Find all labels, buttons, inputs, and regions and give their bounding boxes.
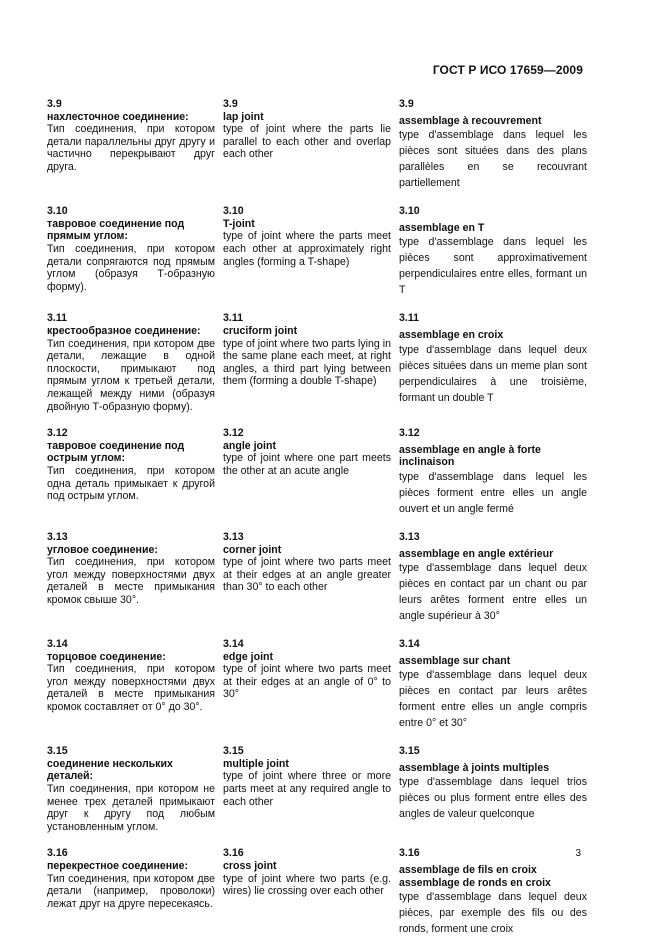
term-entry-3-12 (47, 427, 587, 517)
term-title: cross joint (223, 860, 277, 873)
term-title: тавровое соединение под острым углом: (47, 439, 185, 465)
term-definition: Тип соединения, при котором детали параллельны друг другу и частично перекрывают друг друга. (47, 123, 215, 173)
term-title: assemblage en croix (399, 328, 504, 341)
term-title: T-joint (223, 217, 255, 230)
entry-number: 3.13 (223, 530, 244, 543)
term-title: assemblage à joints multiples (399, 761, 550, 774)
entry-number: 3.14 (223, 638, 244, 651)
term-title: тавровое соединение под прямым углом: (47, 217, 185, 243)
term-title: крестообразное соединение: (47, 324, 201, 337)
term-definition: Тип соединения, при котором две детали (например, проволоки) лежат друг на друге пересекаясь. (47, 872, 215, 910)
term-title: lap joint (223, 110, 264, 123)
entry-number: 3.12 (47, 427, 68, 440)
term-definition: type d'assemblage dans lequel deux pièces en contact par leurs arêtes forment entre elles un angle compris entre 0° et 30° (399, 669, 587, 730)
term-definition: type of joint where two parts lying in the same plane each meet, at right angles, a third part lying between them (forming a double T-shape) (223, 337, 391, 388)
en-cell (223, 638, 391, 731)
entry-number: 3.16 (399, 847, 420, 860)
term-definition: Тип соединения, при котором угол между поверхностями двух деталей в месте примыкания кромок составляет от 0° до 30°. (47, 663, 215, 714)
term-definition: Тип соединения, при котором угол между поверхностями двух деталей в месте примыкания кромок свыше 30°. (47, 556, 215, 606)
term-definition: type of joint where three or more parts meet at any required angle to each other (223, 770, 391, 808)
en-cell (223, 745, 391, 833)
term-definition: type d'assemblage dans lequel les pièces sont situées dans des plans parallèles en se recouvrant partiellement (399, 129, 587, 190)
fr-cell (399, 638, 587, 731)
term-title: edge joint (223, 650, 274, 663)
en-cell (223, 312, 391, 413)
term-definition: type d'assemblage dans lequel les pièces sont approximativement perpendiculaires entre elles, formant un T (399, 236, 587, 297)
ru-cell (47, 427, 215, 517)
entry-number: 3.11 (399, 312, 420, 325)
ru-cell (47, 531, 215, 624)
ru-cell (47, 205, 215, 298)
fr-cell (399, 98, 587, 191)
term-title: assemblage en angle à forte inclinaison (399, 443, 541, 469)
term-definition: type of joint where two parts meet at their edges at an angle greater than 30° to each other (223, 556, 391, 594)
term-title: cruciform joint (223, 324, 298, 337)
term-entry-3-10 (47, 205, 587, 298)
entry-number: 3.13 (47, 530, 68, 543)
ru-cell (47, 312, 215, 413)
entry-number: 3.11 (223, 312, 244, 325)
ru-cell (47, 847, 215, 937)
term-definition: type d'assemblage dans lequel deux pièces situées dans un meme plan sont perpendiculaires à une troisième, formant un double T (399, 343, 587, 404)
term-entry-3-13 (47, 531, 587, 624)
ru-cell (47, 745, 215, 833)
term-title: соединение нескольких деталей: (47, 757, 173, 783)
term-title: assemblage sur chant (399, 654, 511, 667)
entry-number: 3.15 (399, 745, 420, 758)
term-definition: Тип соединения, при котором две детали, лежащие в одной плоскости, примыкают под прямым углом к третьей детали, лежащей между ними (образуя двойную Т-образную форму). (47, 337, 215, 413)
term-definition: type d'assemblage dans lequel les pièces forment entre elles un angle ouvert et un angle fermé (399, 470, 587, 515)
term-title: перекрестное соединение: (47, 860, 189, 873)
term-entry-3-9 (47, 98, 587, 191)
fr-cell (399, 427, 587, 517)
term-title: angle joint (223, 439, 276, 452)
term-definition: type d'assemblage dans lequel deux pièces, par exemple des fils ou des ronds, forment une croix (399, 891, 587, 936)
ru-cell (47, 638, 215, 731)
entry-number: 3.11 (47, 312, 68, 325)
term-definition: type of joint where two parts meet at their edges at an angle of 0° to 30° (223, 663, 391, 701)
terms-table (47, 98, 587, 951)
entry-number: 3.12 (399, 427, 420, 440)
fr-cell (399, 531, 587, 624)
en-cell (223, 427, 391, 517)
term-title: assemblage de fils en croix assemblage de ronds en croix (399, 864, 551, 889)
term-definition: Тип соединения, при котором не менее трех деталей примыкают друг к другу под любым установленным углом. (47, 783, 215, 833)
entry-number: 3.14 (47, 638, 68, 651)
term-title: assemblage à recouvrement (399, 114, 542, 127)
en-cell (223, 205, 391, 298)
entry-number: 3.9 (47, 98, 62, 110)
document-header: ГОСТ Р ИСО 17659—2009 (432, 63, 583, 77)
entry-number: 3.9 (399, 98, 414, 110)
en-cell (223, 531, 391, 624)
term-title: corner joint (223, 543, 282, 556)
entry-number: 3.16 (47, 847, 68, 860)
entry-number: 3.10 (223, 205, 244, 218)
term-definition: Тип соединения, при котором детали сопрягаются под прямым углом (образуя Т-образную форму). (47, 242, 215, 293)
term-definition: type of joint where the parts meet each other at approximately right angles (forming a T-shape) (223, 230, 391, 268)
term-title: угловое соединение: (47, 543, 158, 556)
ru-cell (47, 98, 215, 191)
term-definition: type d'assemblage dans lequel deux pièces en contact par un chant ou par leurs arêtes forment entre elles un angle supérieur à 30° (399, 562, 587, 623)
entry-number: 3.14 (399, 638, 420, 651)
entry-number: 3.15 (223, 745, 244, 758)
fr-cell (399, 205, 587, 298)
term-title: assemblage en angle extérieur (399, 547, 554, 560)
entry-number: 3.12 (223, 427, 244, 440)
entry-number: 3.13 (399, 530, 420, 543)
term-entry-3-16 (47, 847, 587, 937)
term-definition: type of joint where one part meets the other at an acute angle (223, 452, 391, 477)
fr-cell (399, 745, 587, 833)
term-title: нахлесточное соединение: (47, 110, 189, 123)
en-cell (223, 98, 391, 191)
entry-number: 3.9 (223, 98, 238, 110)
term-entry-3-11 (47, 312, 587, 413)
term-definition: type of joint where the parts lie parallel to each other and overlap each other (223, 123, 391, 161)
entry-number: 3.10 (47, 205, 68, 218)
term-definition: type of joint where two parts (e.g. wires) lie crossing over each other (223, 872, 391, 898)
term-title: assemblage en T (399, 221, 485, 234)
entry-number: 3.10 (399, 205, 420, 218)
page-number: 3 (575, 848, 581, 859)
entry-number: 3.15 (47, 745, 68, 758)
term-title: multiple joint (223, 757, 289, 770)
term-definition: type d'assemblage dans lequel trios pièces ou plus forment entre elles des angles de valeur quelconque (399, 776, 587, 821)
term-entry-3-14 (47, 638, 587, 731)
term-entry-3-15 (47, 745, 587, 833)
en-cell (223, 847, 391, 937)
term-definition: Тип соединения, при котором одна деталь примыкает к другой под острым углом. (47, 464, 215, 503)
fr-cell (399, 312, 587, 413)
fr-cell (399, 847, 587, 937)
term-title: торцовое соединение: (47, 650, 166, 663)
entry-number: 3.16 (223, 847, 244, 860)
